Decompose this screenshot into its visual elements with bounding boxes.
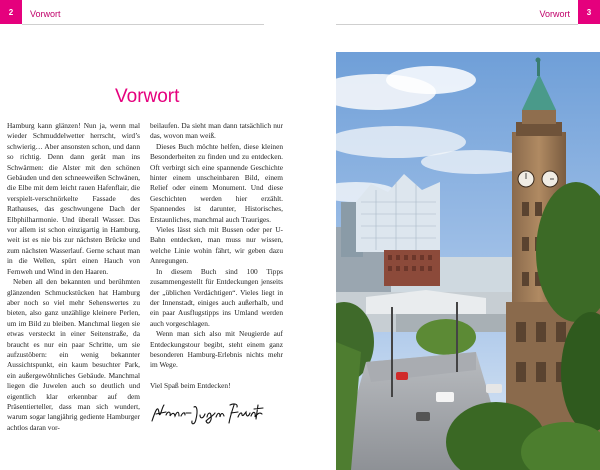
paragraph: beilaufen. Da sieht man dann tatsächlich nur das, wovon man weiß. [150, 121, 283, 141]
header-rule-right [336, 24, 578, 25]
page-number-left: 2 [0, 0, 22, 24]
paragraph: Dieses Buch möchte helfen, diese kleinen Besonderheiten zu finden und zu entdecken. Oft verbirgt sich eine spannende Geschichte hinter einem unscheinbaren Bild, einem Relief oder einem Monument. Und diese Geschichten werden hier erzählt. Spannendes ist darunter, Historisches, Erstaunliches, manchmal auch Trauriges. [150, 141, 283, 224]
author-signature [150, 399, 268, 427]
page-title: Vorwort [115, 86, 180, 107]
page-number-right: 3 [578, 0, 600, 24]
running-head-left: Vorwort [30, 9, 61, 19]
paragraph: Hamburg kann glänzen! Nun ja, wenn mal wieder Schmuddelwetter herrscht, wird’s schwierig… Aber ansonsten schon, und dann so richtig. Denn dann gerät man ins Schwärmen: die Alster mit den schönen Gebäuden und den schneeweißen Schwänen, die Elbe mit dem leicht rauen Hafenflair, die verspielt-verschnörkelte Fassade des Rathauses, das geschwungene Dach der Elbphilharmonie. Und überall Wasser. Das vor allem ist schon einzigartig in Hamburg, weit ist es nie bis zur nächsten Brücke und zum nächsten Wasserlauf. Gerne schaut man in die Wellen, spürt einen Hauch von Fernweh und Wind in den Haaren. [7, 121, 140, 276]
text-column-1 [7, 121, 140, 433]
hamburg-harbour-photo [336, 52, 600, 470]
paragraph: Vieles lässt sich mit Bussen oder per U-Bahn entdecken, man muss nur wissen, welche Linie wohin fährt, wir geben dazu Anregungen. [150, 225, 283, 266]
paragraph: Neben all den bekannten und berühmten glänzenden Schmuckstücken hat Hamburg aber noch so viel mehr Sehenswertes zu bieten, also ganz unzählige kleinere Perlen, um im Bild zu bleiben. Manchmal liegen sie etwas versteckt in einer Seitenstraße, da braucht es nur ein paar Schritte, um sie aufzustöbern: ein wenig bekannter Aussichtspunkt, ein kaum besuchter Park, ein außergewöhnliches Gebäude. Manchmal liegen die Juwelen auch so deutlich und eigentlich klar erkennbar auf dem Präsentierteller, dass man sich wundert, warum sogar langjährig gediente Hamburger achtlos daran vor- [7, 277, 140, 432]
right-page [300, 0, 600, 470]
text-column-2 [150, 121, 283, 431]
header-rule-left [22, 24, 264, 25]
photo-illustration [336, 52, 600, 470]
paragraph: Wenn man sich also mit Neugierde auf Entdeckungstour begibt, steht einem ganz besonderen Hamburg-Erlebnis nichts mehr im Wege. [150, 329, 283, 370]
running-head-right: Vorwort [539, 9, 570, 19]
closing-line: Viel Spaß beim Entdecken! [150, 380, 231, 390]
paragraph: In diesem Buch sind 100 Tipps zusammengestellt für Entdeckungen jenseits der „üblichen Verdächtigen“. Vieles liegt in der Innenstadt, einiges auch außerhalb, und ein paar Ausflugstipps ins Umland werden auch vorgeschlagen. [150, 266, 283, 328]
